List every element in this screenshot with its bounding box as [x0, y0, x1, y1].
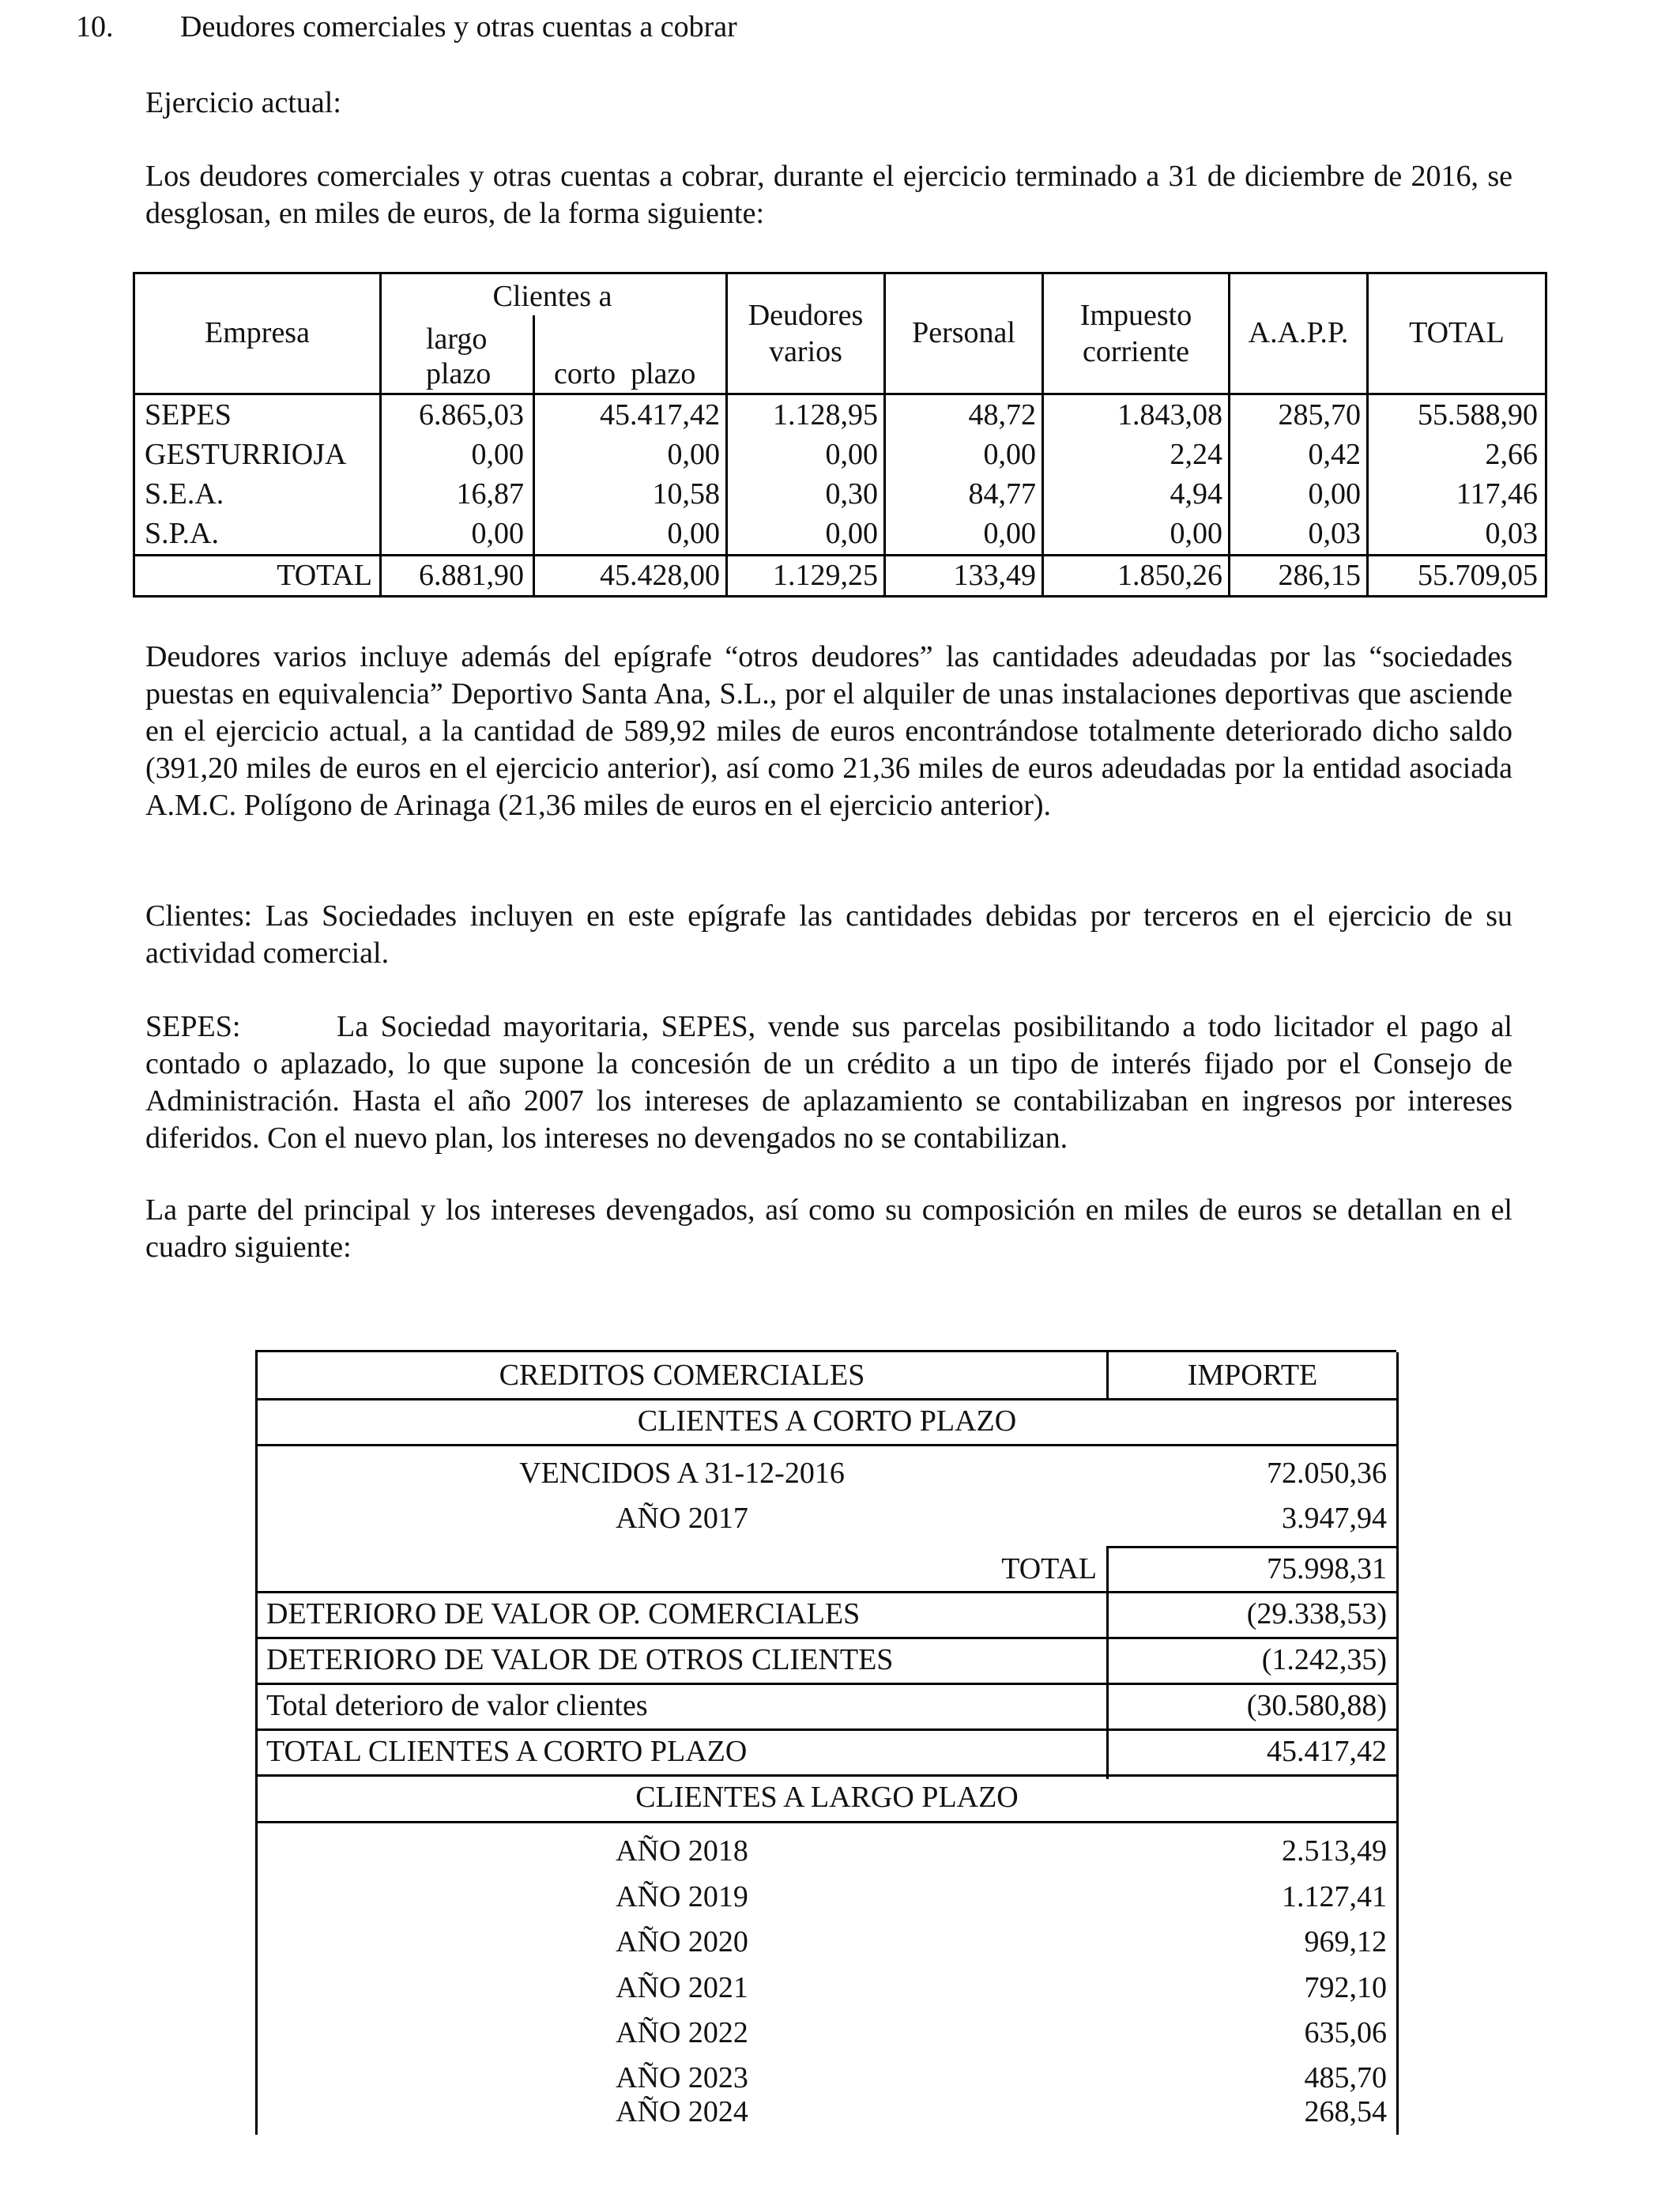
- corto-row-label: VENCIDOS A 31-12-2016: [519, 1457, 845, 1490]
- deterioro-row-value: (30.580,88): [1246, 1689, 1387, 1722]
- creditos-comerciales-table: [255, 1350, 1396, 2135]
- row-impuesto: 4,94: [1170, 477, 1222, 511]
- deudores-table: [133, 272, 1547, 598]
- row-personal: 0,00: [983, 438, 1036, 471]
- header-largo: largo: [426, 322, 488, 356]
- largo-row-value: 2.513,49: [1282, 1834, 1387, 1868]
- header-clientes-a: Clientes a: [492, 280, 612, 313]
- row-personal: 0,00: [983, 517, 1036, 550]
- row-corto: 10,58: [652, 477, 720, 511]
- row-largo: 16,87: [456, 477, 524, 511]
- intro-paragraph: Los deudores comerciales y otras cuentas a cobrar, durante el ejercicio terminado a 31 de diciembre de 2016, se desglosan, en miles de euros, de la forma siguiente:: [145, 160, 1512, 230]
- row-largo: 0,00: [471, 438, 524, 471]
- corto-row-label: AÑO 2017: [616, 1502, 748, 1535]
- row-empresa: SEPES: [145, 398, 232, 432]
- row-empresa: GESTURRIOJA: [145, 438, 347, 471]
- row-aapp: 0,03: [1308, 517, 1361, 550]
- row-corto: 0,00: [667, 517, 720, 550]
- deterioro-row-value: 45.417,42: [1267, 1735, 1387, 1768]
- header-corto-plazo: corto plazo: [554, 357, 696, 390]
- sepes-text: La Sociedad mayoritaria, SEPES, vende sus parcelas posibilitando a todo licitador el pago al contado o aplazado, lo que supone la concesión de un crédito a un tipo de interés fijado por el Consejo de Administración. Hasta el año 2007 los intereses de aplazamiento se contabilizaban en ingresos por intereses diferidos. Con el nuevo plan, los intereses no devengados no se contabilizan.: [145, 1010, 1512, 1155]
- header-aapp: A.A.P.P.: [1248, 316, 1349, 349]
- header-importe: IMPORTE: [1187, 1359, 1318, 1392]
- row-aapp: 0,00: [1308, 477, 1361, 511]
- header-personal: Personal: [912, 316, 1015, 349]
- largo-row-label: AÑO 2018: [616, 1834, 748, 1868]
- total-row-deudores: 1.129,25: [773, 559, 878, 592]
- largo-row-value: 1.127,41: [1282, 1880, 1387, 1913]
- deterioro-row-value: (1.242,35): [1261, 1643, 1387, 1676]
- total-row-largo: 6.881,90: [419, 559, 524, 592]
- header-impuesto: Impuesto: [1079, 299, 1192, 332]
- section-number: 10.: [76, 10, 114, 43]
- paragraph-deudores-varios: Deudores varios incluye además del epígrafe “otros deudores” las cantidades adeudadas por las “sociedades puestas en equivalencia” Deportivo Santa Ana, S.L., por el alquiler de unas instalaciones deportivas que asciende en el ejercicio actual, a la cantidad de 589,92 miles de euros encontrándose totalmente deteriorado dicho saldo (391,20 miles de euros en el ejercicio anterior), así como 21,36 miles de euros adeudadas por la entidad asociada A.M.C. Polígono de Arinaga (21,36 miles de euros en el ejercicio anterior).: [145, 640, 1512, 822]
- header-creditos-comerciales: CREDITOS COMERCIALES: [499, 1359, 865, 1392]
- row-deudores: 0,00: [825, 438, 878, 471]
- deterioro-row-label: TOTAL CLIENTES A CORTO PLAZO: [266, 1735, 748, 1768]
- row-impuesto: 2,24: [1170, 438, 1222, 471]
- header-total: TOTAL: [1409, 316, 1505, 349]
- largo-row-value: 635,06: [1304, 2016, 1387, 2049]
- total-row-impuesto: 1.850,26: [1117, 559, 1222, 592]
- header-varios: varios: [769, 335, 842, 368]
- header-deudores: Deudores: [748, 299, 864, 332]
- deterioro-row-value: (29.338,53): [1246, 1597, 1387, 1630]
- section-corto-plazo: CLIENTES A CORTO PLAZO: [637, 1404, 1017, 1438]
- subtotal-label: TOTAL: [1001, 1552, 1097, 1585]
- paragraph-sepes: [145, 1008, 1512, 1157]
- row-total: 55.588,90: [1418, 398, 1538, 432]
- total-row-corto: 45.428,00: [600, 559, 720, 592]
- largo-row-label: AÑO 2020: [616, 1925, 748, 1958]
- largo-row-label: AÑO 2023: [616, 2061, 748, 2094]
- largo-row-label: AÑO 2021: [616, 1971, 748, 2004]
- row-deudores: 0,30: [825, 477, 878, 511]
- row-personal: 84,77: [968, 477, 1036, 511]
- deterioro-row-label: DETERIORO DE VALOR OP. COMERCIALES: [266, 1597, 861, 1630]
- largo-row-value: 792,10: [1304, 1971, 1387, 2004]
- row-impuesto: 1.843,08: [1117, 398, 1222, 432]
- row-empresa: S.P.A.: [145, 517, 219, 550]
- header-empresa: Empresa: [205, 316, 310, 349]
- row-largo: 0,00: [471, 517, 524, 550]
- total-row-aapp: 286,15: [1278, 559, 1361, 592]
- row-aapp: 0,42: [1308, 438, 1361, 471]
- deterioro-row-label: Total deterioro de valor clientes: [266, 1689, 648, 1722]
- row-largo: 6.865,03: [419, 398, 524, 432]
- section-heading: [76, 9, 1577, 44]
- largo-row-label: AÑO 2022: [616, 2016, 748, 2049]
- row-total: 0,03: [1485, 517, 1538, 550]
- row-corto: 0,00: [667, 438, 720, 471]
- largo-row-label: AÑO 2024: [616, 2095, 748, 2128]
- paragraph-clientes: Clientes: Las Sociedades incluyen en este epígrafe las cantidades debidas por terceros en el ejercicio de su actividad comercial.: [145, 899, 1512, 970]
- row-corto: 45.417,42: [600, 398, 720, 432]
- row-personal: 48,72: [968, 398, 1036, 432]
- largo-row-label: AÑO 2019: [616, 1880, 748, 1913]
- row-total: 2,66: [1485, 438, 1538, 471]
- row-deudores: 0,00: [825, 517, 878, 550]
- row-deudores: 1.128,95: [773, 398, 878, 432]
- paragraph-parte-principal: La parte del principal y los intereses devengados, así como su composición en miles de euros se detallan en el cuadro siguiente:: [145, 1193, 1512, 1264]
- total-row-personal: 133,49: [953, 559, 1036, 592]
- row-impuesto: 0,00: [1170, 517, 1222, 550]
- largo-row-value: 485,70: [1304, 2061, 1387, 2094]
- subtotal-value: 75.998,31: [1267, 1552, 1387, 1585]
- sepes-label: SEPES:: [145, 1010, 241, 1043]
- row-total: 117,46: [1456, 477, 1538, 511]
- largo-row-value: 268,54: [1304, 2095, 1387, 2128]
- largo-row-value: 969,12: [1304, 1925, 1387, 1958]
- corto-row-value: 72.050,36: [1267, 1457, 1387, 1490]
- header-plazo: plazo: [426, 357, 492, 390]
- subheading: Ejercicio actual:: [145, 86, 341, 119]
- section-largo-plazo: CLIENTES A LARGO PLAZO: [635, 1781, 1019, 1814]
- total-row-label: TOTAL: [277, 559, 372, 592]
- header-corriente: corriente: [1082, 335, 1190, 368]
- deterioro-row-label: DETERIORO DE VALOR DE OTROS CLIENTES: [266, 1643, 894, 1676]
- row-empresa: S.E.A.: [145, 477, 224, 511]
- section-title: Deudores comerciales y otras cuentas a cobrar: [180, 10, 737, 43]
- total-row-total: 55.709,05: [1418, 559, 1538, 592]
- corto-row-value: 3.947,94: [1282, 1502, 1387, 1535]
- row-aapp: 285,70: [1278, 398, 1361, 432]
